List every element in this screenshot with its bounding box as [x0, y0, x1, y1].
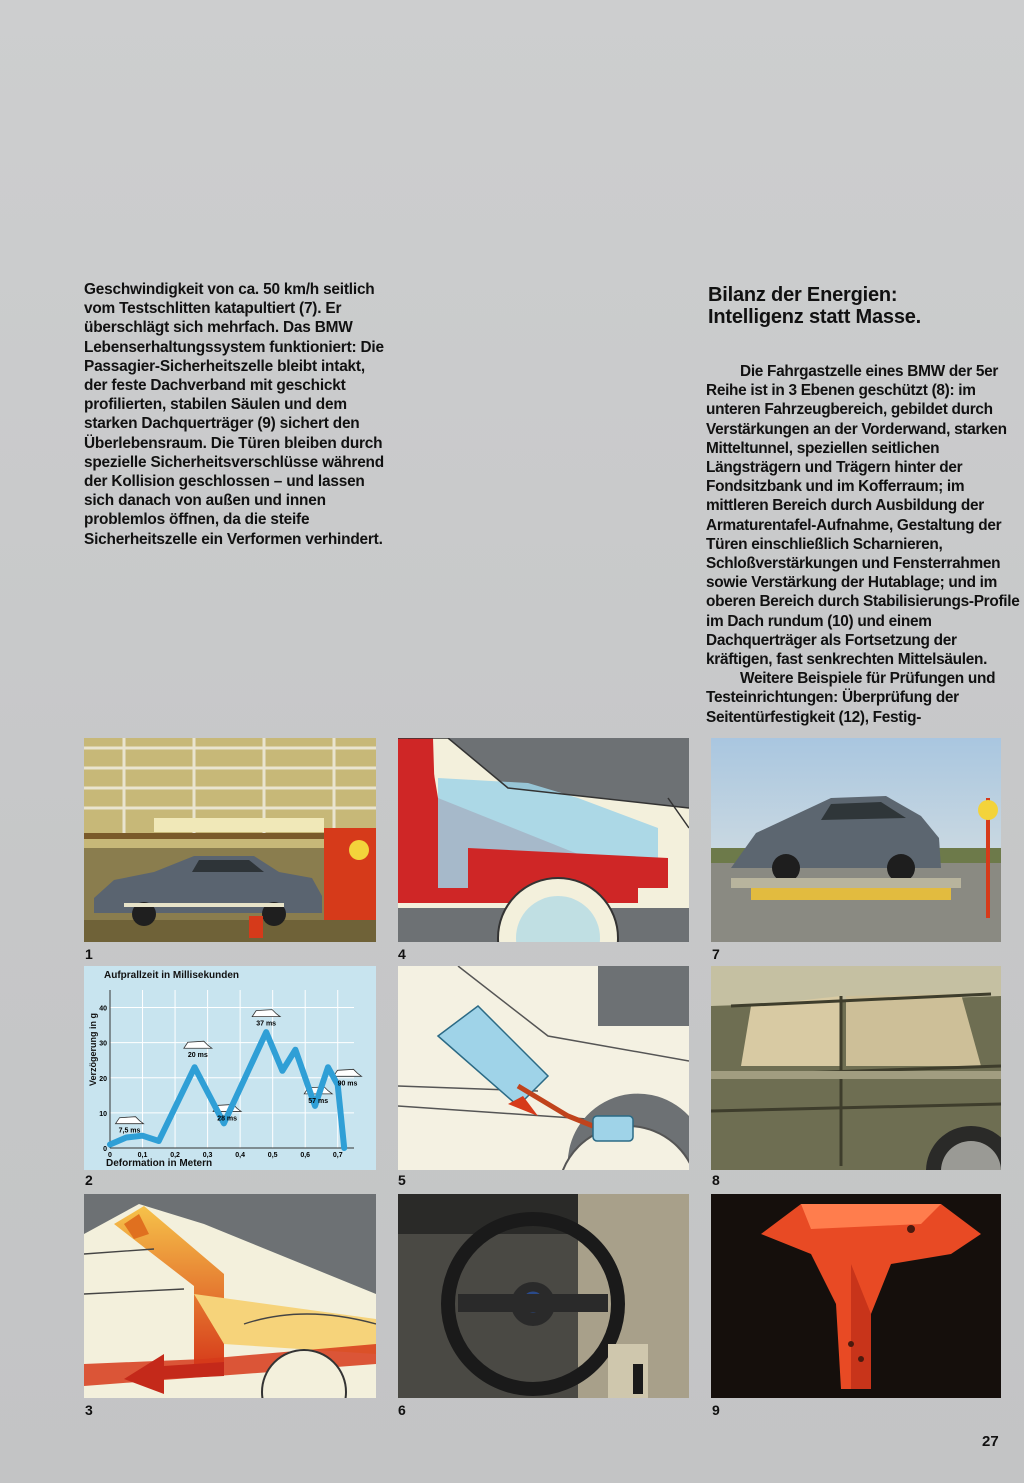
figure-label-9: 9 [712, 1402, 720, 1418]
illustration-steering-column [398, 966, 689, 1170]
chart-annotation-label: 28 ms [217, 1115, 238, 1123]
chart-x-tick-label: 0 [108, 1152, 112, 1159]
chart-title: Aufprallzeit in Millisekunden [104, 970, 240, 981]
figure-label-1: 1 [85, 946, 93, 962]
chart-x-tick-label: 0,1 [137, 1152, 148, 1159]
chart-y-tick-label: 20 [99, 1075, 107, 1083]
photo-test-sled [711, 738, 1001, 942]
heading-line-2: Intelligenz statt Masse. [708, 306, 922, 328]
illustration-a-pillar [84, 1194, 376, 1398]
figure-label-6: 6 [398, 1402, 406, 1418]
chart-annotation-label: 57 ms [308, 1097, 329, 1105]
chart-y-tick-label: 40 [99, 1005, 107, 1013]
chart-annotation-label: 20 ms [187, 1052, 208, 1060]
chart-car-icon [116, 1117, 144, 1124]
chart-canvas [84, 966, 376, 1170]
chart-x-tick-label: 0,7 [332, 1152, 343, 1159]
chart-car-icon [333, 1069, 361, 1076]
photo-car-doors [711, 966, 1001, 1170]
chart-y-tick-label: 30 [99, 1040, 107, 1048]
chart-x-tick-label: 0,3 [202, 1152, 213, 1159]
figure-label-8: 8 [712, 1172, 720, 1188]
chart-xlabel: Deformation in Metern [106, 1158, 213, 1169]
figure-label-5: 5 [398, 1172, 406, 1188]
page-number: 27 [982, 1433, 999, 1450]
figure-label-4: 4 [398, 946, 406, 962]
left-column-text [84, 280, 384, 549]
heading-line-1: Bilanz der Energien: [708, 284, 898, 306]
photo-cockpit [398, 1194, 689, 1398]
deceleration-chart [84, 966, 376, 1170]
chart-series-line [110, 1032, 344, 1148]
figure-label-3: 3 [85, 1402, 93, 1418]
chart-annotation-label: 37 ms [256, 1020, 277, 1028]
right-paragraph-1: Die Fahrgastzelle eines BMW der 5er Reihe ist in 3 Ebenen geschützt (8): im unteren Fahrzeugbereich, gebildet durch Verstärkungen an der Vorderwand, starken Mitteltunnel, speziellen seitlichen Längsträgern und Trägern hinter der Fondsitzbank und im Kofferraum; im mittleren Bereich durch Ausbildung der Armaturentafel-Aufnahme, Gestaltung der Türen einschließlich Scharnieren, Schloßverstärkungen und Fensterrahmen sowie Verstärkung der Hutablage; und im oberen Bereich durch Stabilisierungs-Profile im Dach rundum (10) und einem Dachquerträger als Fortsetzung der kräftigen, fast senkrechten Mittelsäulen. [706, 363, 1020, 669]
right-column-text [706, 284, 1024, 727]
chart-x-tick-label: 0,6 [300, 1152, 311, 1159]
chart-ylabel: Verzögerung in g [88, 1012, 98, 1086]
chart-annotation-label: 90 ms [337, 1080, 358, 1088]
figure-label-2: 2 [85, 1172, 93, 1188]
chart-y-tick-label: 0 [103, 1146, 107, 1153]
chart-x-tick-label: 0,2 [170, 1152, 180, 1159]
chart-car-icon [252, 1010, 280, 1017]
chart-x-tick-label: 0,5 [267, 1152, 278, 1159]
chart-y-tick-label: 10 [99, 1110, 107, 1118]
section-heading [708, 284, 1024, 328]
chart-x-tick-label: 0,4 [235, 1152, 246, 1159]
photo-crash-test-rig [84, 738, 376, 942]
left-paragraph: Geschwindigkeit von ca. 50 km/h seitlich vom Testschlitten katapultiert (7). Er überschlägt sich mehrfach. Das BMW Lebenserhaltungssystem funktioniert: Die Passagier-Sicherheitszelle bleibt intakt, der feste Dachverband mit geschickt profilierten, stabilen Säulen und dem starken Dachquerträger (9) sichert den Überlebensraum. Die Türen bleiben durch spezielle Sicherheitsverschlüsse während der Kollision geschlossen – und lassen sich danach von außen und innen problemlos öffnen, da die steife Sicherheitszelle ein Verformen verhindert. [84, 281, 384, 548]
right-paragraph-2: Weitere Beispiele für Prüfungen und Testeinrichtungen: Überprüfung der Seitentürfestigkeit (12), Festig- [706, 670, 996, 726]
chart-annotation-label: 7,5 ms [118, 1127, 141, 1135]
figure-label-7: 7 [712, 946, 720, 962]
photo-roof-cross-member [711, 1194, 1001, 1398]
illustration-front-structure [398, 738, 689, 942]
